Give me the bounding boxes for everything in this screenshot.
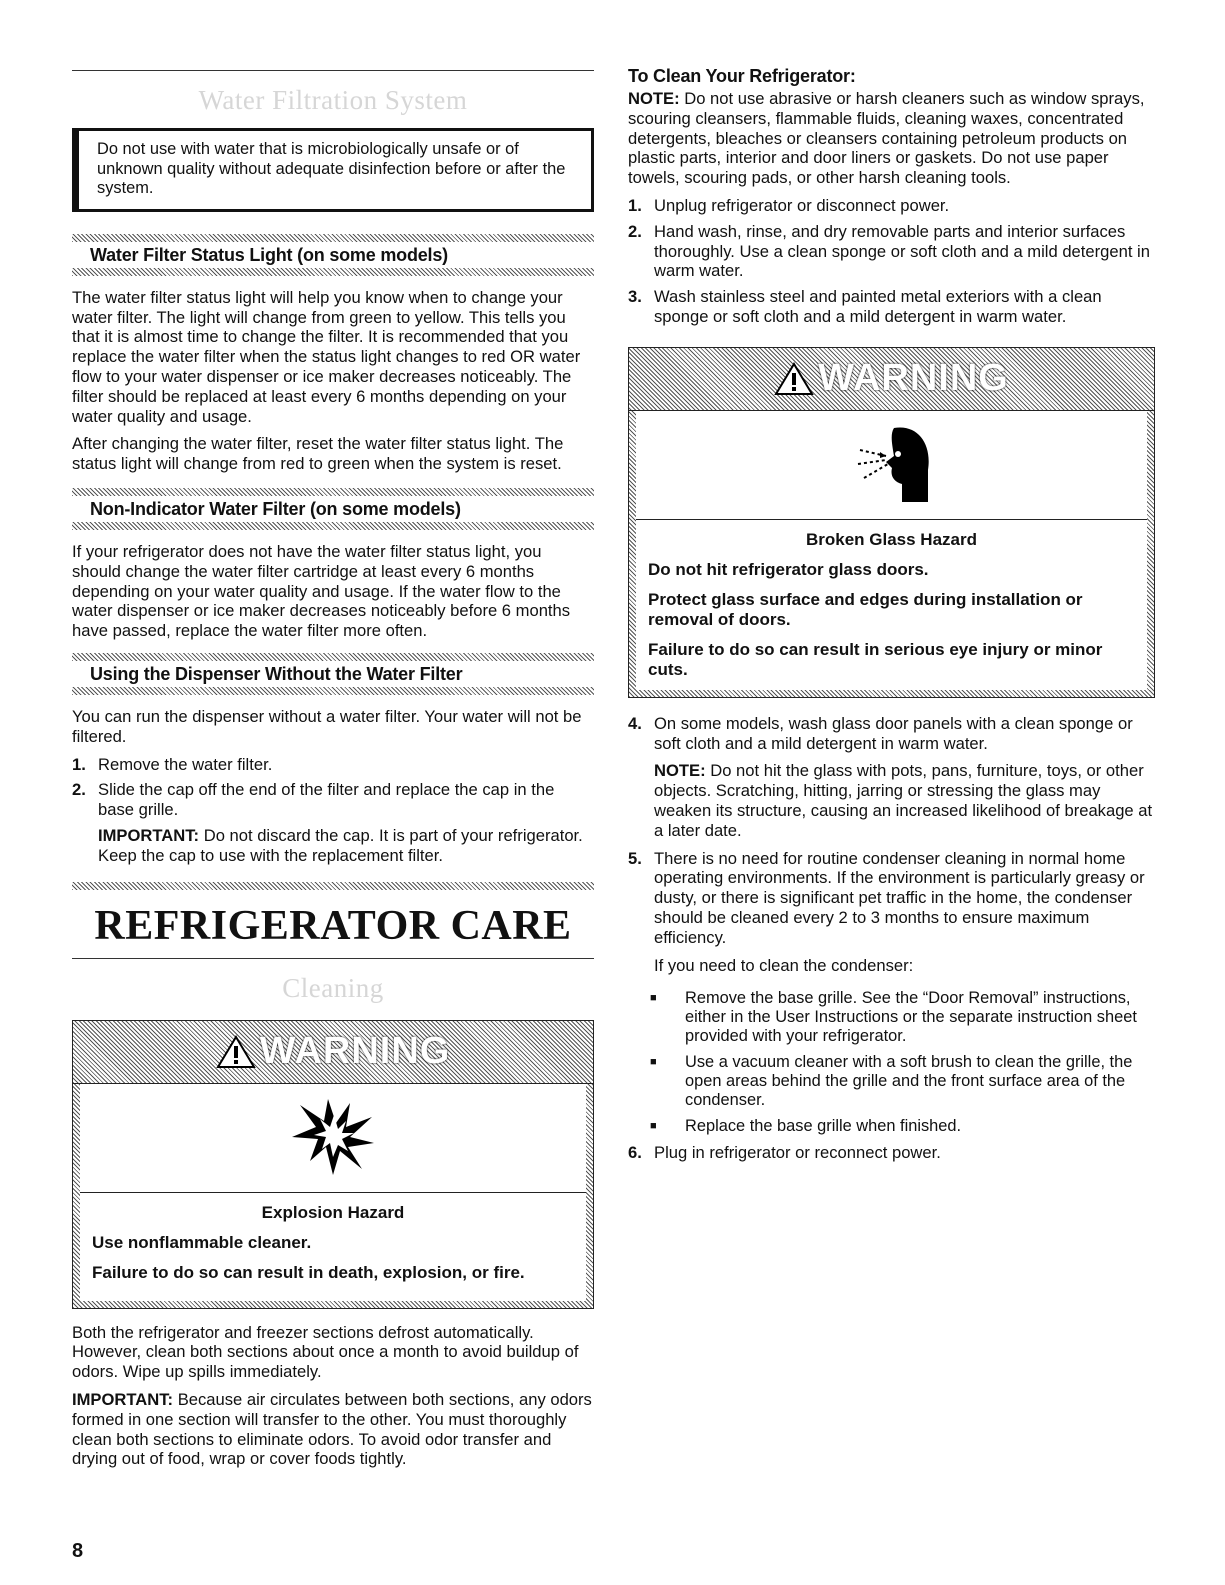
- warning-header: [629, 348, 1154, 411]
- list-text: Remove the water filter.: [98, 754, 273, 774]
- list-item: [628, 287, 1155, 327]
- list-text: Hand wash, rinse, and dry removable parts and interior surfaces thoroughly. Use a clean sponge or soft cloth and a mild detergent in warm water.: [654, 221, 1150, 281]
- eye-injury-icon: [842, 420, 942, 510]
- bullet-icon: ■: [650, 992, 657, 1005]
- list-item: [72, 755, 594, 775]
- list-text: Slide the cap off the end of the filter and replace the cap in the base grille.: [98, 780, 555, 820]
- important-label: IMPORTANT:: [98, 825, 200, 845]
- non-indicator-heading: Non-Indicator Water Filter (on some models): [90, 498, 461, 519]
- warning-header: [73, 1021, 593, 1084]
- warning-hazard-title: Explosion Hazard: [261, 1202, 405, 1222]
- note-text: Do not hit the glass with pots, pans, furniture, toys, or other objects. Scratching, hitting, jarring or stressing the glass may weaken its structure, causing an increased likelihood of breakage at a later date.: [654, 761, 1153, 840]
- hatch-divider: [72, 653, 594, 661]
- list-number: 2.: [72, 780, 86, 800]
- bullet-item: [628, 989, 1155, 1046]
- important-label: IMPORTANT:: [72, 1389, 174, 1409]
- top-rule: [72, 70, 594, 71]
- care-rule: [72, 958, 594, 959]
- list-item: [72, 780, 594, 865]
- list-item: [628, 222, 1155, 281]
- dispenser-paragraph: You can run the dispenser without a water filter. Your water will not be filtered.: [72, 706, 582, 746]
- list-number: 5.: [628, 848, 642, 868]
- warning-line: Do not hit refrigerator glass doors.: [648, 559, 929, 579]
- explosion-icon: [288, 1097, 378, 1179]
- important-text: Do not discard the cap. It is part of your refrigerator. Keep the cap to use with the replacement filter.: [98, 825, 583, 865]
- warning-box-explosion: [72, 1020, 594, 1309]
- clean-heading: To Clean Your Refrigerator:: [628, 66, 856, 86]
- water-filtration-title: Water Filtration System: [198, 85, 468, 115]
- glass-note: [654, 761, 1155, 840]
- cleaner-note: [628, 89, 1155, 188]
- note-label: NOTE:: [628, 89, 680, 108]
- status-light-reset-paragraph: After changing the water filter, reset the water filter status light. The status light will change from red to green when the system is reset.: [72, 434, 564, 474]
- cleaning-title: Cleaning: [282, 972, 384, 1003]
- left-column: [72, 70, 594, 1477]
- list-text: Plug in refrigerator or reconnect power.: [654, 1143, 941, 1163]
- hatch-divider: [72, 488, 594, 496]
- list-text: There is no need for routine condenser cleaning in normal home operating environments. If the environment is particularly greasy or dusty, or there is significant pet traffic in the home, the condenser should be cleaned every 2 to 3 months to ensure maximum efficiency.: [654, 848, 1145, 947]
- dispenser-heading: Using the Dispenser Without the Water Filter: [90, 663, 463, 684]
- bullet-item: [628, 1117, 1155, 1136]
- list-item: [628, 849, 1155, 984]
- list-text: Wash stainless steel and painted metal exteriors with a clean sponge or soft cloth and a mild detergent in warm water.: [654, 287, 1102, 326]
- list-number: 4.: [628, 713, 642, 733]
- list-number: 1.: [72, 754, 86, 774]
- warning-body: [80, 1193, 586, 1301]
- list-number: 1.: [628, 195, 642, 215]
- warning-line: Protect glass surface and edges during installation or removal of doors.: [648, 589, 1083, 629]
- warning-symbol-area: [80, 1084, 586, 1193]
- hatch-divider: [72, 882, 594, 890]
- hatch-divider: [72, 234, 594, 242]
- bullet-text: Use a vacuum cleaner with a soft brush to clean the grille, the open areas behind the grille and the front surface area of the condenser.: [685, 1053, 1133, 1110]
- list-item: [628, 196, 1155, 216]
- non-indicator-paragraph: If your refrigerator does not have the water filter status light, you should change the water filter cartridge at least every 6 months depending on your water quality and usage. If the water flow to the water dispenser or ice maker decreases noticeably before 6 months have passed, replace the water filter more often.: [72, 541, 571, 641]
- right-column: [628, 66, 1155, 1169]
- list-text: Unplug refrigerator or disconnect power.: [654, 195, 950, 215]
- bullet-text: Replace the base grille when finished.: [685, 1117, 962, 1136]
- warning-body: [636, 520, 1147, 690]
- warning-bottom-band: [73, 1301, 593, 1308]
- warning-triangle-icon: [774, 362, 814, 396]
- warning-header-text: WARNING: [818, 357, 1009, 400]
- important-text: Because air circulates between both sections, any odors formed in one section will transfer to the other. You must thoroughly clean both sections to eliminate odors. To avoid odor transfer and drying out of food, wrap or cover foods tightly.: [72, 1389, 592, 1469]
- refrigerator-care-title: REFRIGERATOR CARE: [94, 902, 572, 949]
- important-note: [98, 826, 594, 866]
- condenser-intro: If you need to clean the condenser:: [654, 955, 914, 975]
- list-number: 6.: [628, 1143, 642, 1163]
- hatch-divider: [72, 687, 594, 695]
- warning-line: Failure to do so can result in death, explosion, or fire.: [92, 1262, 525, 1282]
- note-text: Do not use abrasive or harsh cleaners such as window sprays, scouring cleansers, flammable fluids, cleaning waxes, concentrated detergents, bleaches or cleansers containing petroleum products on plastic parts, interior and door liners or gaskets. Do not use paper towels, scouring pads, or other harsh cleaning tools.: [628, 89, 1145, 188]
- warning-symbol-area: [636, 411, 1147, 520]
- bullet-item: [628, 1053, 1155, 1110]
- warning-header-text: WARNING: [259, 1030, 451, 1073]
- status-light-paragraph: The water filter status light will help you know when to change your water filter. The light will change from green to yellow. This tells you that it is almost time to change the filter. It is recommended that you replace the water filter when the status light changes to red OR water flow to your water dispenser or ice maker decreases noticeably. The filter should be replaced at least every 6 months depending on your water quality and usage.: [72, 287, 581, 426]
- hatch-divider: [72, 268, 594, 276]
- warning-line: Failure to do so can result in serious eye injury or minor cuts.: [648, 639, 1103, 679]
- warning-hazard-title: Broken Glass Hazard: [805, 529, 977, 549]
- warning-box-glass: [628, 347, 1155, 698]
- list-number: 3.: [628, 287, 642, 307]
- bullet-icon: ■: [650, 1120, 657, 1133]
- list-item: [628, 1143, 1155, 1163]
- note-label: NOTE:: [654, 761, 706, 781]
- bullet-text: Remove the base grille. See the “Door Removal” instructions, either in the User Instructions or the separate instruction sheet provided with your refrigerator.: [685, 989, 1137, 1046]
- important-odor-paragraph: [72, 1390, 594, 1469]
- warning-triangle-icon: [216, 1035, 256, 1069]
- warning-line: Use nonflammable cleaner.: [92, 1232, 312, 1252]
- list-number: 2.: [628, 221, 642, 241]
- page-number: 8: [72, 1540, 84, 1562]
- bullet-icon: ■: [650, 1056, 657, 1069]
- warning-bottom-band: [629, 690, 1154, 697]
- list-text: On some models, wash glass door panels with a clean sponge or soft cloth and a mild detergent in warm water.: [654, 713, 1133, 753]
- defrost-paragraph: Both the refrigerator and freezer sections defrost automatically. However, clean both sections about once a month to avoid buildup of odors. Wipe up spills immediately.: [72, 1322, 579, 1382]
- notice-box: Do not use with water that is microbiologically unsafe or of unknown quality without adequate disinfection before or after the system.: [72, 128, 594, 212]
- status-light-heading: Water Filter Status Light (on some models): [90, 244, 448, 265]
- hatch-divider: [72, 522, 594, 530]
- list-item: [628, 714, 1155, 841]
